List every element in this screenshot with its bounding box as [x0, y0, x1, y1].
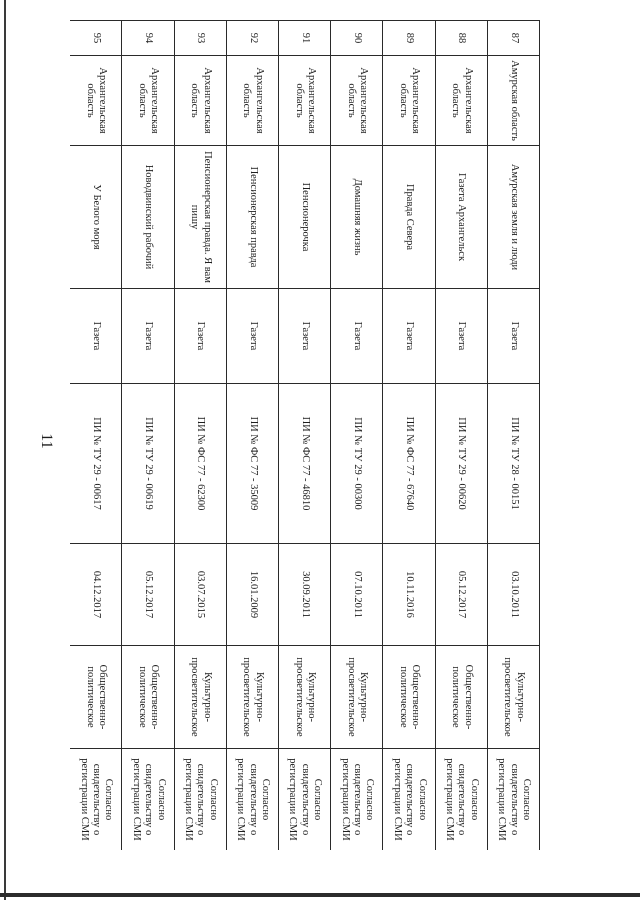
registration-date-cell: 16.01.2009: [226, 544, 278, 646]
row-number: 91: [279, 21, 331, 56]
table-row: [435, 21, 487, 851]
topic-cell: Общественно-политическое: [435, 646, 487, 749]
registration-date-cell: 03.07.2015: [174, 544, 226, 646]
row-number: 93: [174, 21, 226, 56]
topic-cell: Культурно-просветительское: [279, 646, 331, 749]
registration-date-cell: 10.11.2016: [383, 544, 435, 646]
region-cell: Архангельская область: [279, 56, 331, 146]
region-cell: Архангельская область: [226, 56, 278, 146]
media-registry-table: [70, 20, 540, 850]
publication-type-cell: Газета: [383, 289, 435, 384]
registration-number-cell: ПИ № ТУ 29 - 00617: [70, 384, 122, 544]
scan-bottom-edge: [0, 893, 640, 897]
registration-date-cell: 07.10.2011: [331, 544, 383, 646]
row-number: 90: [331, 21, 383, 56]
registration-number-cell: ПИ № ФС 77 - 35009: [226, 384, 278, 544]
publication-type-cell: Газета: [226, 289, 278, 384]
publication-type-cell: Газета: [70, 289, 122, 384]
topic-cell: Культурно-просветительское: [226, 646, 278, 749]
basis-cell: Согласно свидетельству о регистрации СМИ: [487, 749, 539, 851]
rotated-table-container: [70, 20, 540, 850]
topic-cell: Общественно-политическое: [122, 646, 174, 749]
table-row: [279, 21, 331, 851]
table-area: [70, 20, 540, 850]
row-number: 87: [487, 21, 539, 56]
row-number: 88: [435, 21, 487, 56]
row-number: 89: [383, 21, 435, 56]
publication-type-cell: Газета: [174, 289, 226, 384]
registration-date-cell: 30.09.2011: [279, 544, 331, 646]
publication-title-cell: У Белого моря: [70, 146, 122, 289]
publication-type-cell: Газета: [435, 289, 487, 384]
registration-number-cell: ПИ № ТУ 29 - 00300: [331, 384, 383, 544]
topic-cell: Культурно-просветительское: [487, 646, 539, 749]
scan-left-edge: [4, 0, 6, 900]
basis-cell: Согласно свидетельству о регистрации СМИ: [122, 749, 174, 851]
topic-cell: Культурно-просветительское: [331, 646, 383, 749]
basis-cell: Согласно свидетельству о регистрации СМИ: [174, 749, 226, 851]
publication-title-cell: Домашняя жизнь: [331, 146, 383, 289]
region-cell: Архангельская область: [383, 56, 435, 146]
registration-number-cell: ПИ № ФС 77 - 67640: [383, 384, 435, 544]
region-cell: Архангельская область: [122, 56, 174, 146]
table-row: [122, 21, 174, 851]
registration-date-cell: 04.12.2017: [70, 544, 122, 646]
row-number: 95: [70, 21, 122, 56]
page-number: 11: [38, 433, 55, 449]
table-row: [174, 21, 226, 851]
region-cell: Архангельская область: [70, 56, 122, 146]
topic-cell: Общественно-политическое: [383, 646, 435, 749]
registration-number-cell: ПИ № ФС 77 - 62300: [174, 384, 226, 544]
table-row: [70, 21, 122, 851]
publication-type-cell: Газета: [122, 289, 174, 384]
publication-title-cell: Пенсионерская правда. Я вам пишу: [174, 146, 226, 289]
region-cell: Архангельская область: [331, 56, 383, 146]
registration-date-cell: 03.10.2011: [487, 544, 539, 646]
publication-title-cell: Газета Архангельск: [435, 146, 487, 289]
registration-number-cell: ПИ № ТУ 29 - 00619: [122, 384, 174, 544]
registration-number-cell: ПИ № ТУ 28 - 00151: [487, 384, 539, 544]
registration-date-cell: 05.12.2017: [122, 544, 174, 646]
basis-cell: Согласно свидетельству о регистрации СМИ: [435, 749, 487, 851]
registration-number-cell: ПИ № ТУ 29 - 00620: [435, 384, 487, 544]
publication-type-cell: Газета: [279, 289, 331, 384]
basis-cell: Согласно свидетельству о регистрации СМИ: [70, 749, 122, 851]
region-cell: Амурская область: [487, 56, 539, 146]
registration-number-cell: ПИ № ФС 77 - 46810: [279, 384, 331, 544]
publication-type-cell: Газета: [331, 289, 383, 384]
table-row: [487, 21, 539, 851]
table-row: [331, 21, 383, 851]
table-row: [383, 21, 435, 851]
basis-cell: Согласно свидетельству о регистрации СМИ: [331, 749, 383, 851]
registration-date-cell: 05.12.2017: [435, 544, 487, 646]
row-number: 92: [226, 21, 278, 56]
row-number: 94: [122, 21, 174, 56]
publication-title-cell: Пенсионерочка: [279, 146, 331, 289]
publication-title-cell: Правда Севера: [383, 146, 435, 289]
basis-cell: Согласно свидетельству о регистрации СМИ: [226, 749, 278, 851]
basis-cell: Согласно свидетельству о регистрации СМИ: [279, 749, 331, 851]
topic-cell: Общественно-политическое: [70, 646, 122, 749]
publication-title-cell: Новодвинский рабочий: [122, 146, 174, 289]
table-row: [226, 21, 278, 851]
publication-title-cell: Пенсионерская правда: [226, 146, 278, 289]
region-cell: Архангельская область: [435, 56, 487, 146]
topic-cell: Культурно-просветительское: [174, 646, 226, 749]
publication-title-cell: Амурская земля и люди: [487, 146, 539, 289]
basis-cell: Согласно свидетельству о регистрации СМИ: [383, 749, 435, 851]
publication-type-cell: Газета: [487, 289, 539, 384]
region-cell: Архангельская область: [174, 56, 226, 146]
